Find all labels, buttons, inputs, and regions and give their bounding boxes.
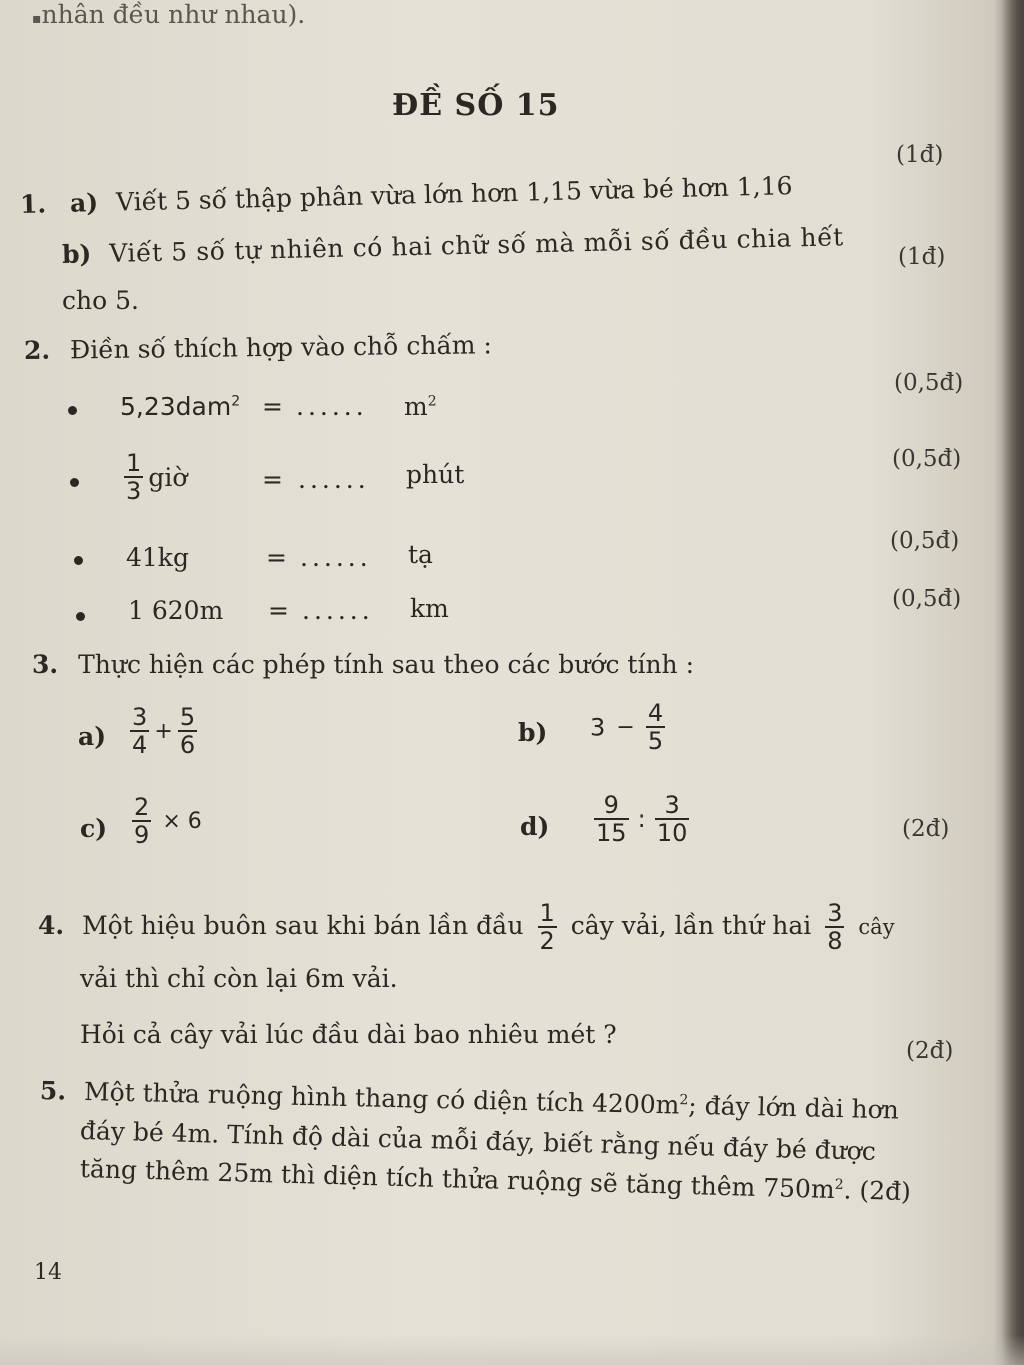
q5-line-1: 5. Một thửa ruộng hình thang có diện tích $4200m^2$; đáy lớn dài hơn <box>39 1076 900 1125</box>
q3-c-label: c) <box>80 814 108 843</box>
carryover-text: ▪nhân đều như nhau). <box>32 0 306 29</box>
page-number: 14 <box>34 1260 62 1285</box>
q2-item-1-left: 5,23dam$^2$ <box>120 392 241 421</box>
q2-item-2-dots: ...... <box>298 465 370 494</box>
q1a-points: (1đ) <box>896 142 944 168</box>
q1-line-b: b) Viết 5 số tự nhiên có hai chữ số mà mỗi số đều chia hết <box>61 222 845 269</box>
q3-heading: 3. Thực hiện các phép tính sau theo các bước tính : <box>32 650 695 679</box>
q5-line-3: tăng thêm 25m thì diện tích thửa ruộng sẽ tăng thêm $750m^2$. (2đ) <box>79 1154 912 1207</box>
q2-item-3-eq: = <box>266 543 287 572</box>
q3-d-expression: $\frac{9}{15}$ : $\frac{3}{10}$ <box>596 791 688 848</box>
q2-item-2-left: $\frac{1}{3}$ giờ <box>126 449 188 506</box>
q3-a-label: a) <box>78 722 107 751</box>
q2-item-1-eq: = <box>262 392 283 421</box>
bullet <box>76 612 85 621</box>
q4-line-3: Hỏi cả cây vải lúc đầu dài bao nhiêu mét ? <box>80 1020 617 1049</box>
page-bottom-shade <box>0 1335 1024 1365</box>
q3-c-expression: $\frac{2}{9}$ × 6 <box>134 793 202 850</box>
page-edge-shadow <box>1002 0 1024 1365</box>
q2-item-1-unit: $m^2$ <box>404 392 437 421</box>
bullet <box>74 556 83 565</box>
q4-line-1: 4. Một hiệu buôn sau khi bán lần đầu $\frac{1}{2}$ cây vải, lần thứ hai $\frac{3}{8}$ cây <box>38 899 895 956</box>
q2-item-3-unit: tạ <box>408 540 433 569</box>
q2-item-3-points: (0,5đ) <box>890 528 960 554</box>
q2-item-3-dots: ...... <box>300 543 372 572</box>
q3-b-label: b) <box>518 718 548 747</box>
q2-item-1-points: (0,5đ) <box>894 370 964 396</box>
q4-points: (2đ) <box>906 1038 954 1064</box>
q2-item-4-unit: km <box>410 594 449 623</box>
q3-b-expression: 3 − $\frac{4}{5}$ <box>590 699 664 756</box>
q2-item-2-eq: = <box>262 465 283 494</box>
q2-item-4-eq: = <box>268 596 289 625</box>
q2-item-4-dots: ...... <box>302 596 374 625</box>
q3-d-label: d) <box>520 812 550 841</box>
q2-heading: 2. Điền số thích hợp vào chỗ chấm : <box>23 330 493 365</box>
q2-item-4-left: 1 620m <box>128 596 224 625</box>
q3-a-expression: $\frac{3}{4}$ + $\frac{5}{6}$ <box>132 703 196 760</box>
q5-line-2: đáy bé 4m. Tính độ dài của mỗi đáy, biết rằng nếu đáy bé được <box>79 1116 877 1166</box>
q2-item-3-left: 41kg <box>126 543 189 572</box>
q1-line-b2: cho 5. <box>62 286 139 315</box>
q2-item-2-points: (0,5đ) <box>892 446 962 472</box>
q2-item-2-unit: phút <box>406 460 465 489</box>
page-title: ĐỀ SỐ 15 <box>392 88 560 123</box>
bullet <box>68 406 77 415</box>
q4-line-2: vải thì chỉ còn lại 6m vải. <box>80 964 398 993</box>
q3-points: (2đ) <box>902 816 950 842</box>
q1b-points: (1đ) <box>898 244 946 270</box>
bullet <box>70 478 79 487</box>
q2-item-4-points: (0,5đ) <box>892 586 962 612</box>
q2-item-1-dots: ...... <box>296 392 368 421</box>
q1-line-a: 1. a) Viết 5 số thập phân vừa lớn hơn 1,15 vừa bé hơn 1,16 <box>19 171 793 219</box>
